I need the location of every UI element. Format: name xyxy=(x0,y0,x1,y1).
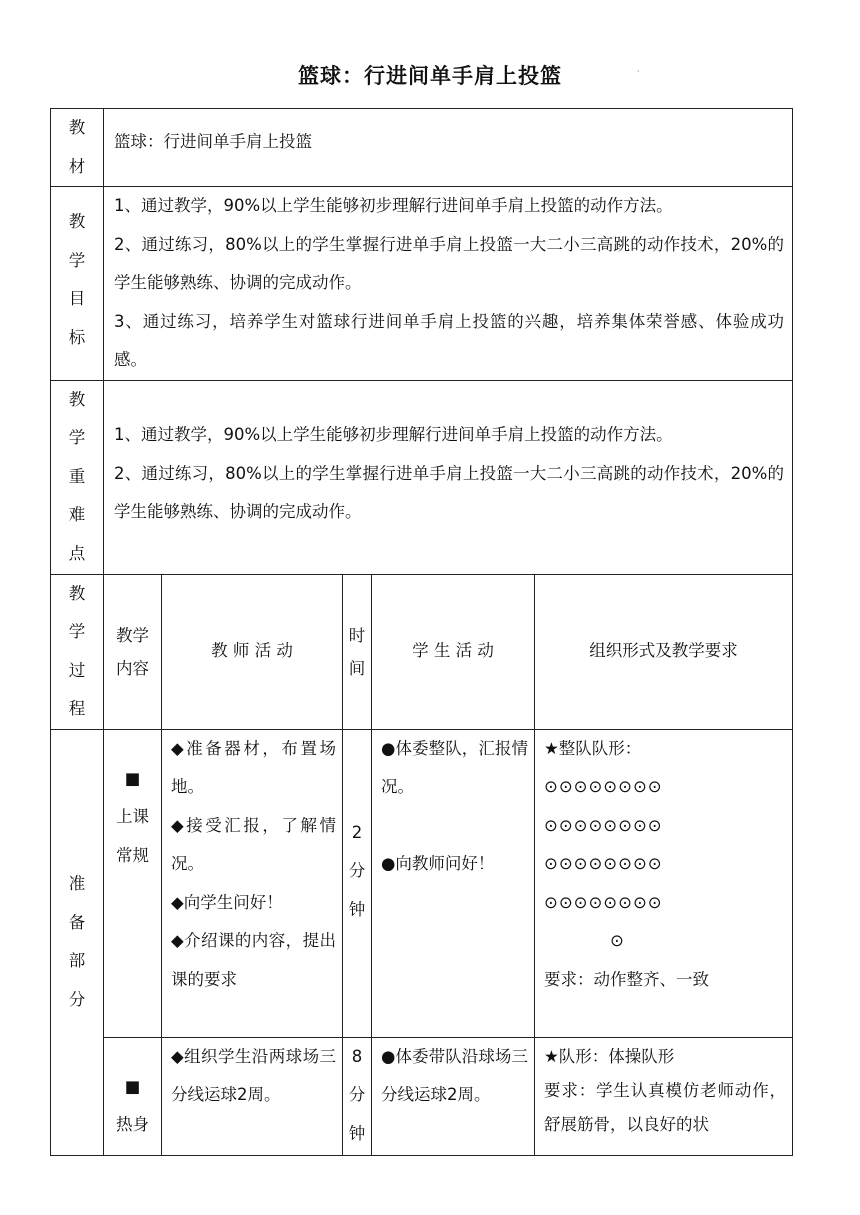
warmup-content: ■ 热身 xyxy=(104,1037,162,1155)
warmup-student-activity: ●体委带队沿球场三分线运球2周。 xyxy=(372,1037,535,1155)
prep-routine-row xyxy=(51,729,793,1037)
material-row xyxy=(51,109,793,187)
formation-heading: ★整队队形： xyxy=(544,738,642,758)
key-points-row xyxy=(51,380,793,574)
process-header-row xyxy=(51,574,793,729)
student-step: ●体委整队，汇报情况。 xyxy=(381,738,528,796)
key-point-item: 1、通过教学，90%以上学生能够初步理解行进间单手肩上投篮的动作方法。 xyxy=(114,425,673,445)
col-header-time: 时 间 xyxy=(343,574,372,729)
goals-label: 教 学 目 标 xyxy=(51,187,104,381)
key-point-item: 2、通过练习，80%以上的学生掌握行进单手肩上投篮一大二小三高跳的动作技术，20%的学生能够熟练、协调的完成动作。 xyxy=(114,463,785,522)
routine-content: ■ 上课 常规 xyxy=(104,729,162,1037)
document-title: 篮球：行进间单手肩上投篮 xyxy=(298,64,562,88)
teacher-step: ◆准备器材，布置场地。 xyxy=(171,738,336,796)
warmup-time: 8 分 钟 xyxy=(343,1037,372,1155)
warmup-requirement: 要求：学生认真模仿老师动作，舒展筋骨，以良好的状 xyxy=(544,1080,787,1134)
goals-content xyxy=(104,187,793,381)
col-header-student: 学 生 活 动 xyxy=(372,574,535,729)
routine-teacher-activity xyxy=(162,729,343,1037)
goals-row xyxy=(51,187,793,381)
formation-row: ⊙⊙⊙⊙⊙⊙⊙⊙ xyxy=(544,892,663,912)
goal-item: 3、通过练习，培养学生对篮球行进间单手肩上投篮的兴趣，培养集体荣誉感、体验成功感。 xyxy=(114,311,785,369)
warmup-organization xyxy=(535,1037,793,1155)
warmup-teacher-activity: ◆组织学生沿两球场三分线运球2周。 xyxy=(162,1037,343,1155)
routine-organization xyxy=(535,729,793,1037)
key-points-content xyxy=(104,380,793,574)
process-label: 教 学 过 程 xyxy=(51,574,104,729)
col-header-content: 教学 内容 xyxy=(104,574,162,729)
formation-row: ⊙⊙⊙⊙⊙⊙⊙⊙ xyxy=(544,777,663,796)
key-points-label: 教 学 重 难 点 xyxy=(51,380,104,574)
formation-row: ⊙⊙⊙⊙⊙⊙⊙⊙ xyxy=(544,815,663,835)
goal-item: 1、通过教学，90%以上学生能够初步理解行进间单手肩上投篮的动作方法。 xyxy=(114,196,673,215)
routine-requirement: 要求：动作整齐、一致 xyxy=(544,969,709,989)
goal-item: 2、通过练习，80%以上的学生掌握行进单手肩上投篮一大二小三高跳的动作技术，20%的学生能够熟练、协调的完成动作。 xyxy=(114,234,785,292)
warmup-formation-heading: ★队形：体操队形 xyxy=(544,1046,675,1066)
formation-row: ⊙⊙⊙⊙⊙⊙⊙⊙ xyxy=(544,854,663,873)
routine-time: 2 分 钟 xyxy=(343,729,372,1037)
teacher-position-marker: ⊙ xyxy=(610,931,624,950)
prep-warmup-row xyxy=(51,1037,793,1155)
material-content: 篮球：行进间单手肩上投篮 xyxy=(104,109,793,187)
material-label: 教 材 xyxy=(51,109,104,187)
student-step: ●向教师问好！ xyxy=(381,853,495,873)
teacher-step: ◆介绍课的内容，提出课的要求 xyxy=(171,931,336,989)
prep-section-label: 准 备 部 分 xyxy=(51,729,104,1155)
col-header-teacher: 教 师 活 动 xyxy=(162,574,343,729)
corner-mark: · xyxy=(637,67,640,76)
col-header-organization: 组织形式及教学要求 xyxy=(535,574,793,729)
teacher-step: ◆接受汇报，了解情况。 xyxy=(171,815,336,873)
teacher-step: ◆向学生问好！ xyxy=(171,892,283,912)
lesson-plan-table xyxy=(50,108,793,1156)
routine-student-activity xyxy=(372,729,535,1037)
